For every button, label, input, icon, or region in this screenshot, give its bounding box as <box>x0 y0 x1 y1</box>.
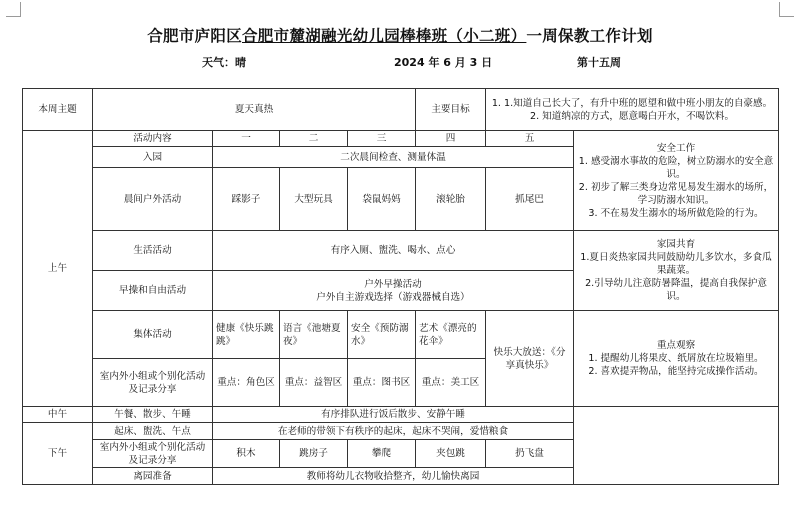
group-shared-activity: 快乐大放送：《分享真快乐》 <box>486 311 574 407</box>
outdoor-item: 袋鼠妈妈 <box>348 168 416 231</box>
group-item: 健康《快乐跳跳》 <box>213 311 280 359</box>
period-morning: 上午 <box>23 131 93 407</box>
indoor-am-item: 重点：美工区 <box>416 359 486 407</box>
safety-title: 安全工作 <box>656 142 696 154</box>
day-header: 二 <box>280 131 348 147</box>
group-item: 艺术《漂亮的花伞》 <box>416 311 486 359</box>
page-corner-mark-right <box>779 2 794 17</box>
outdoor-item: 滚轮胎 <box>416 168 486 231</box>
indoor-am-label: 室内外小组或个别化活动及记录分享 <box>93 359 213 407</box>
activity-content-label: 活动内容 <box>93 131 213 147</box>
leave-content: 教师将幼儿衣物收拾整齐，幼儿愉快离园 <box>213 468 574 485</box>
outdoor-item: 大型玩具 <box>280 168 348 231</box>
home-item: 1.夏日炎热家园共同鼓励幼儿多饮水，多食瓜果蔬菜。 <box>580 252 772 276</box>
blank-cell <box>574 407 779 485</box>
day-header: 三 <box>348 131 416 147</box>
life-content: 有序入厕、盥洗、喝水、点心 <box>213 231 574 271</box>
life-label: 生活活动 <box>93 231 213 271</box>
exercise-line: 户外早操活动 <box>364 278 422 290</box>
day-header: 一 <box>213 131 280 147</box>
days-row <box>23 131 779 147</box>
exercise-label: 早操和自由活动 <box>93 271 213 311</box>
safety-item: 3. 不在易发生溺水的场所做危险的行为。 <box>588 207 764 219</box>
outdoor-label: 晨间户外活动 <box>93 168 213 231</box>
noon-label: 午餐、散步、午睡 <box>93 407 213 423</box>
home-title: 家园共育 <box>656 239 696 250</box>
page-title <box>0 24 800 46</box>
week-label: 第十五周 <box>577 56 621 69</box>
period-afternoon: 下午 <box>23 423 93 485</box>
observe-title: 重点观察 <box>656 340 696 351</box>
noon-row <box>23 407 779 423</box>
page-corner-mark-left <box>6 2 21 17</box>
home-item: 2.引导幼儿注意防暑降温，提高自我保护意识。 <box>585 278 767 302</box>
life-row <box>23 231 779 271</box>
safety-work-cell <box>574 131 779 231</box>
goal-item: 2. 知道纳凉的方式，愿意喝白开水，不喝饮料。 <box>529 110 735 122</box>
goal-item: 1. 1.知道自己长大了，有升中班的愿望和做中班小朋友的自豪感。 <box>491 97 773 109</box>
indoor-pm-label: 室内外小组或个别化活动及记录分享 <box>93 440 213 468</box>
goals-cell <box>486 89 779 131</box>
indoor-pm-item: 跳房子 <box>280 440 348 468</box>
wake-content: 在老师的带领下有秩序的起床，起床不哭闹，爱惜粮食 <box>213 423 574 440</box>
weekly-plan-table <box>22 88 779 485</box>
indoor-pm-item: 扔飞盘 <box>486 440 574 468</box>
home-school-cell <box>574 231 779 311</box>
day-header: 五 <box>486 131 574 147</box>
indoor-pm-item: 积木 <box>213 440 280 468</box>
safety-item: 2. 初步了解三类身边常见易发生溺水的场所，学习防溺水知识。 <box>578 181 774 206</box>
group-item: 安全《预防溺水》 <box>348 311 416 359</box>
group-row <box>23 311 779 359</box>
indoor-pm-item: 攀爬 <box>348 440 416 468</box>
exercise-content <box>213 271 574 311</box>
weather-label: 天气：晴 <box>202 56 246 69</box>
title-prefix: 合肥市庐阳区 <box>147 27 242 45</box>
arrival-content: 二次晨间检查、测量体温 <box>213 147 574 168</box>
indoor-pm-item: 夹包跳 <box>416 440 486 468</box>
safety-item: 1. 感受溺水事故的危险，树立防溺水的安全意识。 <box>578 155 774 180</box>
noon-content: 有序排队进行饭后散步、安静午睡 <box>213 407 574 423</box>
theme-row <box>23 89 779 131</box>
observe-item: 2. 喜欢提弄物品，能坚持完成操作活动。 <box>588 366 764 377</box>
period-noon: 中午 <box>23 407 93 423</box>
outdoor-item: 踩影子 <box>213 168 280 231</box>
leave-label: 离园准备 <box>93 468 213 485</box>
day-header: 四 <box>416 131 486 147</box>
group-label: 集体活动 <box>93 311 213 359</box>
arrival-label: 入园 <box>93 147 213 168</box>
outdoor-item: 抓尾巴 <box>486 168 574 231</box>
theme-value: 夏天真热 <box>93 89 416 131</box>
indoor-am-item: 重点：图书区 <box>348 359 416 407</box>
indoor-am-item: 重点：益智区 <box>280 359 348 407</box>
title-suffix: 一周保教工作计划 <box>526 27 653 45</box>
indoor-am-item: 重点：角色区 <box>213 359 280 407</box>
goals-label: 主要目标 <box>416 89 486 131</box>
wake-label: 起床、盥洗、午点 <box>93 423 213 440</box>
theme-label: 本周主题 <box>23 89 93 131</box>
observe-item: 1. 提醒幼儿将果皮、纸屑放在垃圾箱里。 <box>588 353 764 364</box>
exercise-line: 户外自主游戏选择（游戏器械自选） <box>316 291 470 303</box>
observe-cell <box>574 311 779 407</box>
date-label: 2024 年 6 月 3 日 <box>394 56 493 69</box>
group-item: 语言《池塘夏夜》 <box>280 311 348 359</box>
title-class-name: 合肥市麓湖融光幼儿园棒棒班（小二班） <box>242 27 527 45</box>
